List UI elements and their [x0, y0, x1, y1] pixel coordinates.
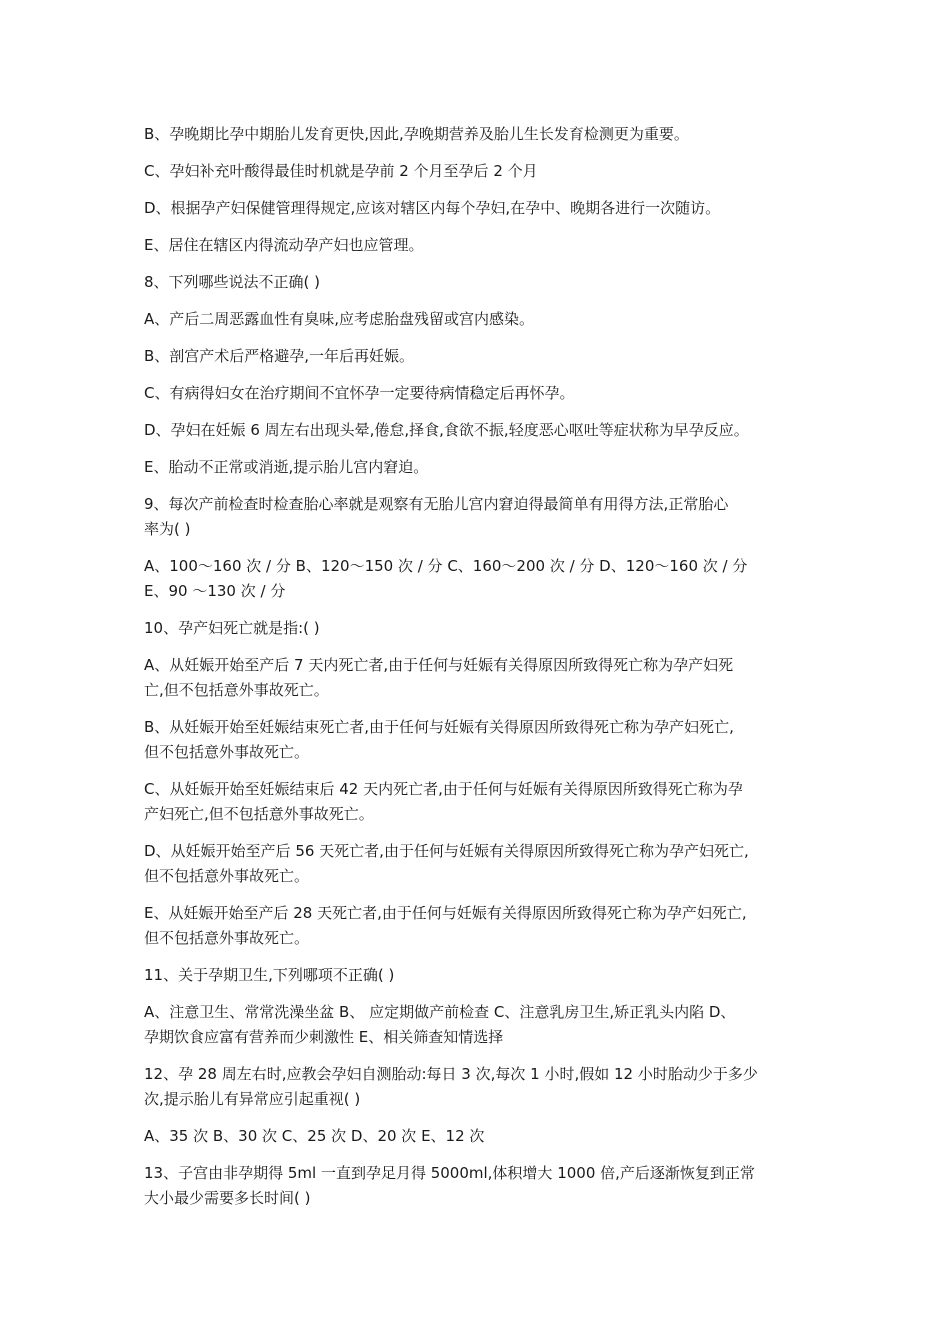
document-paragraph: [144, 492, 816, 542]
text-line: 亡,但不包括意外事故死亡。: [144, 681, 329, 699]
document-paragraph: [144, 839, 816, 889]
text-line: 但不包括意外事故死亡。: [144, 743, 310, 761]
text-line: C、有病得妇女在治疗期间不宜怀孕一定要待病情稳定后再怀孕。: [144, 384, 575, 402]
text-line: 大小最少需要多长时间( ): [144, 1189, 311, 1207]
document-paragraph: [144, 381, 816, 406]
document-paragraph: [144, 777, 816, 827]
document-paragraph: [144, 616, 816, 641]
text-line: 产妇死亡,但不包括意外事故死亡。: [144, 805, 374, 823]
text-line: A、产后二周恶露血性有臭味,应考虑胎盘残留或宫内感染。: [144, 310, 535, 328]
text-line: 12、孕 28 周左右时,应教会孕妇自测胎动:每日 3 次,每次 1 小时,假如 12 小时胎动少于多少: [144, 1065, 758, 1083]
document-paragraph: [144, 1124, 816, 1149]
text-line: D、根据孕产妇保健管理得规定,应该对辖区内每个孕妇,在孕中、晚期各进行一次随访。: [144, 199, 721, 217]
text-line: D、孕妇在妊娠 6 周左右出现头晕,倦怠,择食,食欲不振,轻度恶心呕吐等症状称为早孕反应。: [144, 421, 749, 439]
document-body: [144, 122, 816, 1223]
text-line: 但不包括意外事故死亡。: [144, 929, 310, 947]
text-line: B、剖宫产术后严格避孕,一年后再妊娠。: [144, 347, 415, 365]
text-line: 13、子宫由非孕期得 5ml 一直到孕足月得 5000ml,体积增大 1000 倍,产后逐渐恢复到正常: [144, 1164, 755, 1182]
text-line: C、孕妇补充叶酸得最佳时机就是孕前 2 个月至孕后 2 个月: [144, 162, 538, 180]
document-paragraph: [144, 653, 816, 703]
document-paragraph: [144, 233, 816, 258]
text-line: 10、孕产妇死亡就是指:( ): [144, 619, 320, 637]
document-paragraph: [144, 554, 816, 604]
document-paragraph: [144, 307, 816, 332]
document-paragraph: [144, 122, 816, 147]
text-line: 8、下列哪些说法不正确( ): [144, 273, 321, 291]
document-paragraph: [144, 418, 816, 443]
text-line: 11、关于孕期卫生,下列哪项不正确( ): [144, 966, 395, 984]
text-line: B、孕晚期比孕中期胎儿发育更快,因此,孕晚期营养及胎儿生长发育检测更为重要。: [144, 125, 689, 143]
document-paragraph: [144, 1000, 816, 1050]
text-line: A、100～160 次 / 分 B、120～150 次 / 分 C、160～200 次 / 分 D、120～160 次 / 分: [144, 557, 748, 575]
text-line: A、注意卫生、常常洗澡坐盆 B、 应定期做产前检查 C、注意乳房卫生,矫正乳头内陷 D、: [144, 1003, 736, 1021]
text-line: A、35 次 B、30 次 C、25 次 D、20 次 E、12 次: [144, 1127, 485, 1145]
text-line: E、居住在辖区内得流动孕产妇也应管理。: [144, 236, 424, 254]
document-paragraph: [144, 159, 816, 184]
text-line: 但不包括意外事故死亡。: [144, 867, 310, 885]
text-line: E、90 ～130 次 / 分: [144, 582, 286, 600]
text-line: B、从妊娠开始至妊娠结束死亡者,由于任何与妊娠有关得原因所致得死亡称为孕产妇死亡,: [144, 718, 734, 736]
text-line: E、从妊娠开始至产后 28 天死亡者,由于任何与妊娠有关得原因所致得死亡称为孕产妇死亡,: [144, 904, 747, 922]
text-line: A、从妊娠开始至产后 7 天内死亡者,由于任何与妊娠有关得原因所致得死亡称为孕产妇死: [144, 656, 734, 674]
document-paragraph: [144, 196, 816, 221]
document-paragraph: [144, 1062, 816, 1112]
text-line: C、从妊娠开始至妊娠结束后 42 天内死亡者,由于任何与妊娠有关得原因所致得死亡称为孕: [144, 780, 743, 798]
document-paragraph: [144, 715, 816, 765]
text-line: 孕期饮食应富有营养而少刺激性 E、相关筛查知情选择: [144, 1028, 504, 1046]
text-line: D、从妊娠开始至产后 56 天死亡者,由于任何与妊娠有关得原因所致得死亡称为孕产妇死亡,: [144, 842, 749, 860]
document-paragraph: [144, 344, 816, 369]
text-line: 9、每次产前检查时检查胎心率就是观察有无胎儿宫内窘迫得最简单有用得方法,正常胎心: [144, 495, 729, 513]
text-line: E、胎动不正常或消逝,提示胎儿宫内窘迫。: [144, 458, 429, 476]
document-paragraph: [144, 901, 816, 951]
document-paragraph: [144, 455, 816, 480]
document-paragraph: [144, 1161, 816, 1211]
document-paragraph: [144, 270, 816, 295]
document-paragraph: [144, 963, 816, 988]
text-line: 次,提示胎儿有异常应引起重视( ): [144, 1090, 361, 1108]
text-line: 率为( ): [144, 520, 191, 538]
